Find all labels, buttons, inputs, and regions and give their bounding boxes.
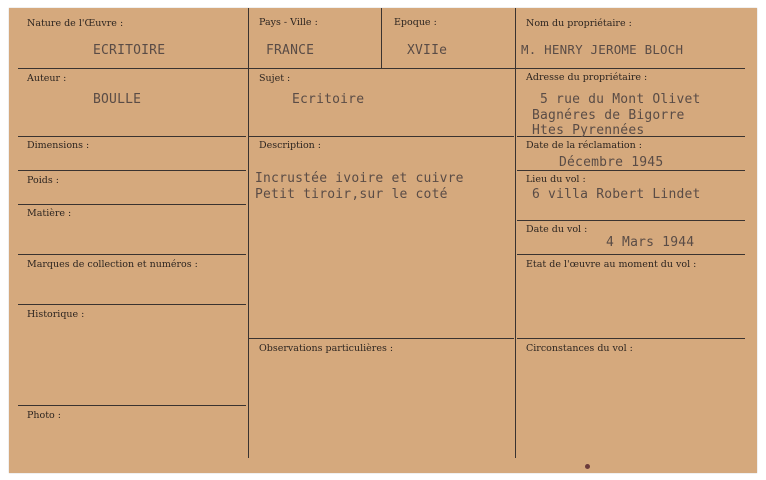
value-nature: ECRITOIRE (93, 43, 166, 58)
index-card (9, 8, 757, 473)
rule-right-2 (517, 170, 745, 171)
value-description-line1: Incrustée ivoire et cuivre (255, 171, 464, 186)
value-epoque: XVIIe (407, 43, 448, 58)
label-etat: Etat de l'œuvre au moment du vol : (526, 259, 697, 270)
label-date-vol: Date du vol : (526, 224, 588, 235)
divider-epoque (381, 8, 382, 68)
value-date-vol: 4 Mars 1944 (606, 235, 695, 250)
value-adresse-line1: 5 rue du Mont Olivet (540, 92, 701, 107)
label-circonstances: Circonstances du vol : (526, 343, 633, 354)
value-pays-ville: FRANCE (266, 43, 315, 58)
label-description: Description : (259, 140, 322, 151)
value-date-reclamation: Décembre 1945 (559, 155, 664, 170)
rule-right-5 (517, 338, 745, 339)
label-dimensions: Dimensions : (27, 140, 90, 151)
rule-left-4 (18, 254, 246, 255)
value-proprietaire-nom: M. HENRY JEROME BLOCH (521, 42, 684, 57)
label-proprietaire-adresse: Adresse du propriétaire : (526, 72, 648, 83)
label-photo: Photo : (27, 410, 61, 421)
value-description-line2: Petit tiroir,sur le coté (255, 187, 448, 202)
divider-right (515, 8, 516, 458)
label-pays-ville: Pays - Ville : (259, 17, 318, 28)
label-date-reclamation: Date de la réclamation : (526, 140, 642, 151)
label-auteur: Auteur : (27, 73, 67, 84)
value-adresse-line2: Bagnéres de Bigorre (532, 108, 685, 123)
rule-left-3 (18, 204, 246, 205)
label-epoque: Epoque : (394, 17, 437, 28)
label-marques: Marques de collection et numéros : (27, 259, 198, 270)
value-lieu-vol: 6 villa Robert Lindet (532, 187, 701, 202)
ink-dot (585, 464, 590, 469)
value-auteur: BOULLE (93, 92, 142, 107)
rule-left-5 (18, 304, 246, 305)
label-historique: Historique : (27, 309, 85, 320)
rule-right-4 (517, 254, 745, 255)
label-matiere: Matière : (27, 208, 72, 219)
label-observations: Observations particulières : (259, 343, 394, 354)
label-lieu-vol: Lieu du vol : (526, 174, 586, 185)
rule-mid-1 (249, 136, 514, 137)
rule-left-6 (18, 405, 246, 406)
rule-left-2 (18, 170, 246, 171)
label-nature: Nature de l'Œuvre : (27, 18, 124, 29)
rule-row1 (18, 68, 745, 69)
value-adresse-line3: Htes Pyrennées (532, 123, 645, 138)
label-poids: Poids : (27, 175, 59, 186)
rule-right-3 (517, 220, 745, 221)
label-proprietaire-nom: Nom du propriétaire : (526, 18, 632, 29)
rule-mid-2 (249, 338, 514, 339)
value-sujet: Ecritoire (292, 92, 365, 107)
divider-left (248, 8, 249, 458)
label-sujet: Sujet : (259, 73, 291, 84)
rule-left-1 (18, 136, 246, 137)
